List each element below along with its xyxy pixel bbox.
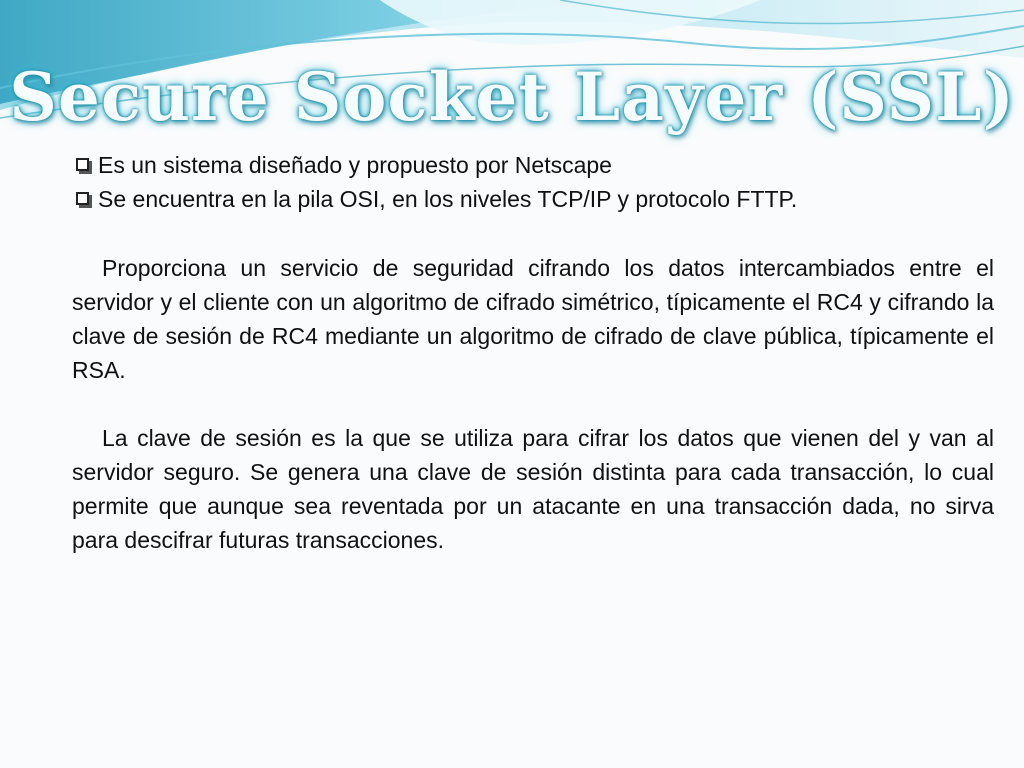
checkbox-bullet-icon [76, 158, 89, 171]
paragraph-ssl-service: Proporciona un servicio de seguridad cifrando los datos intercambiados entre el servidor y el cliente con un algoritmo de cifrado simétrico, típicamente el RC4 y cifrando la clave de sesión de RC4 mediante un algoritmo de cifrado de clave pública, típicamente el RSA. [72, 255, 994, 383]
bullet-list [76, 148, 1006, 216]
bullet-text: Se encuentra en la pila OSI, en los niveles TCP/IP y protocolo FTTP. [98, 186, 798, 212]
bullet-text: Es un sistema diseñado y propuesto por Netscape [98, 152, 612, 178]
checkbox-bullet-icon [76, 192, 89, 205]
paragraph-session-key: La clave de sesión es la que se utiliza para cifrar los datos que vienen del y van al servidor seguro. Se genera una clave de sesión distinta para cada transacción, lo cual permite que aunque sea reventada por un atacante en una transacción dada, no sirva para descifrar futuras transacciones. [72, 425, 994, 553]
bullet-item [76, 182, 1006, 216]
slide-title: Secure Socket Layer (SSL) [9, 58, 1015, 136]
bullet-item [76, 148, 1006, 182]
